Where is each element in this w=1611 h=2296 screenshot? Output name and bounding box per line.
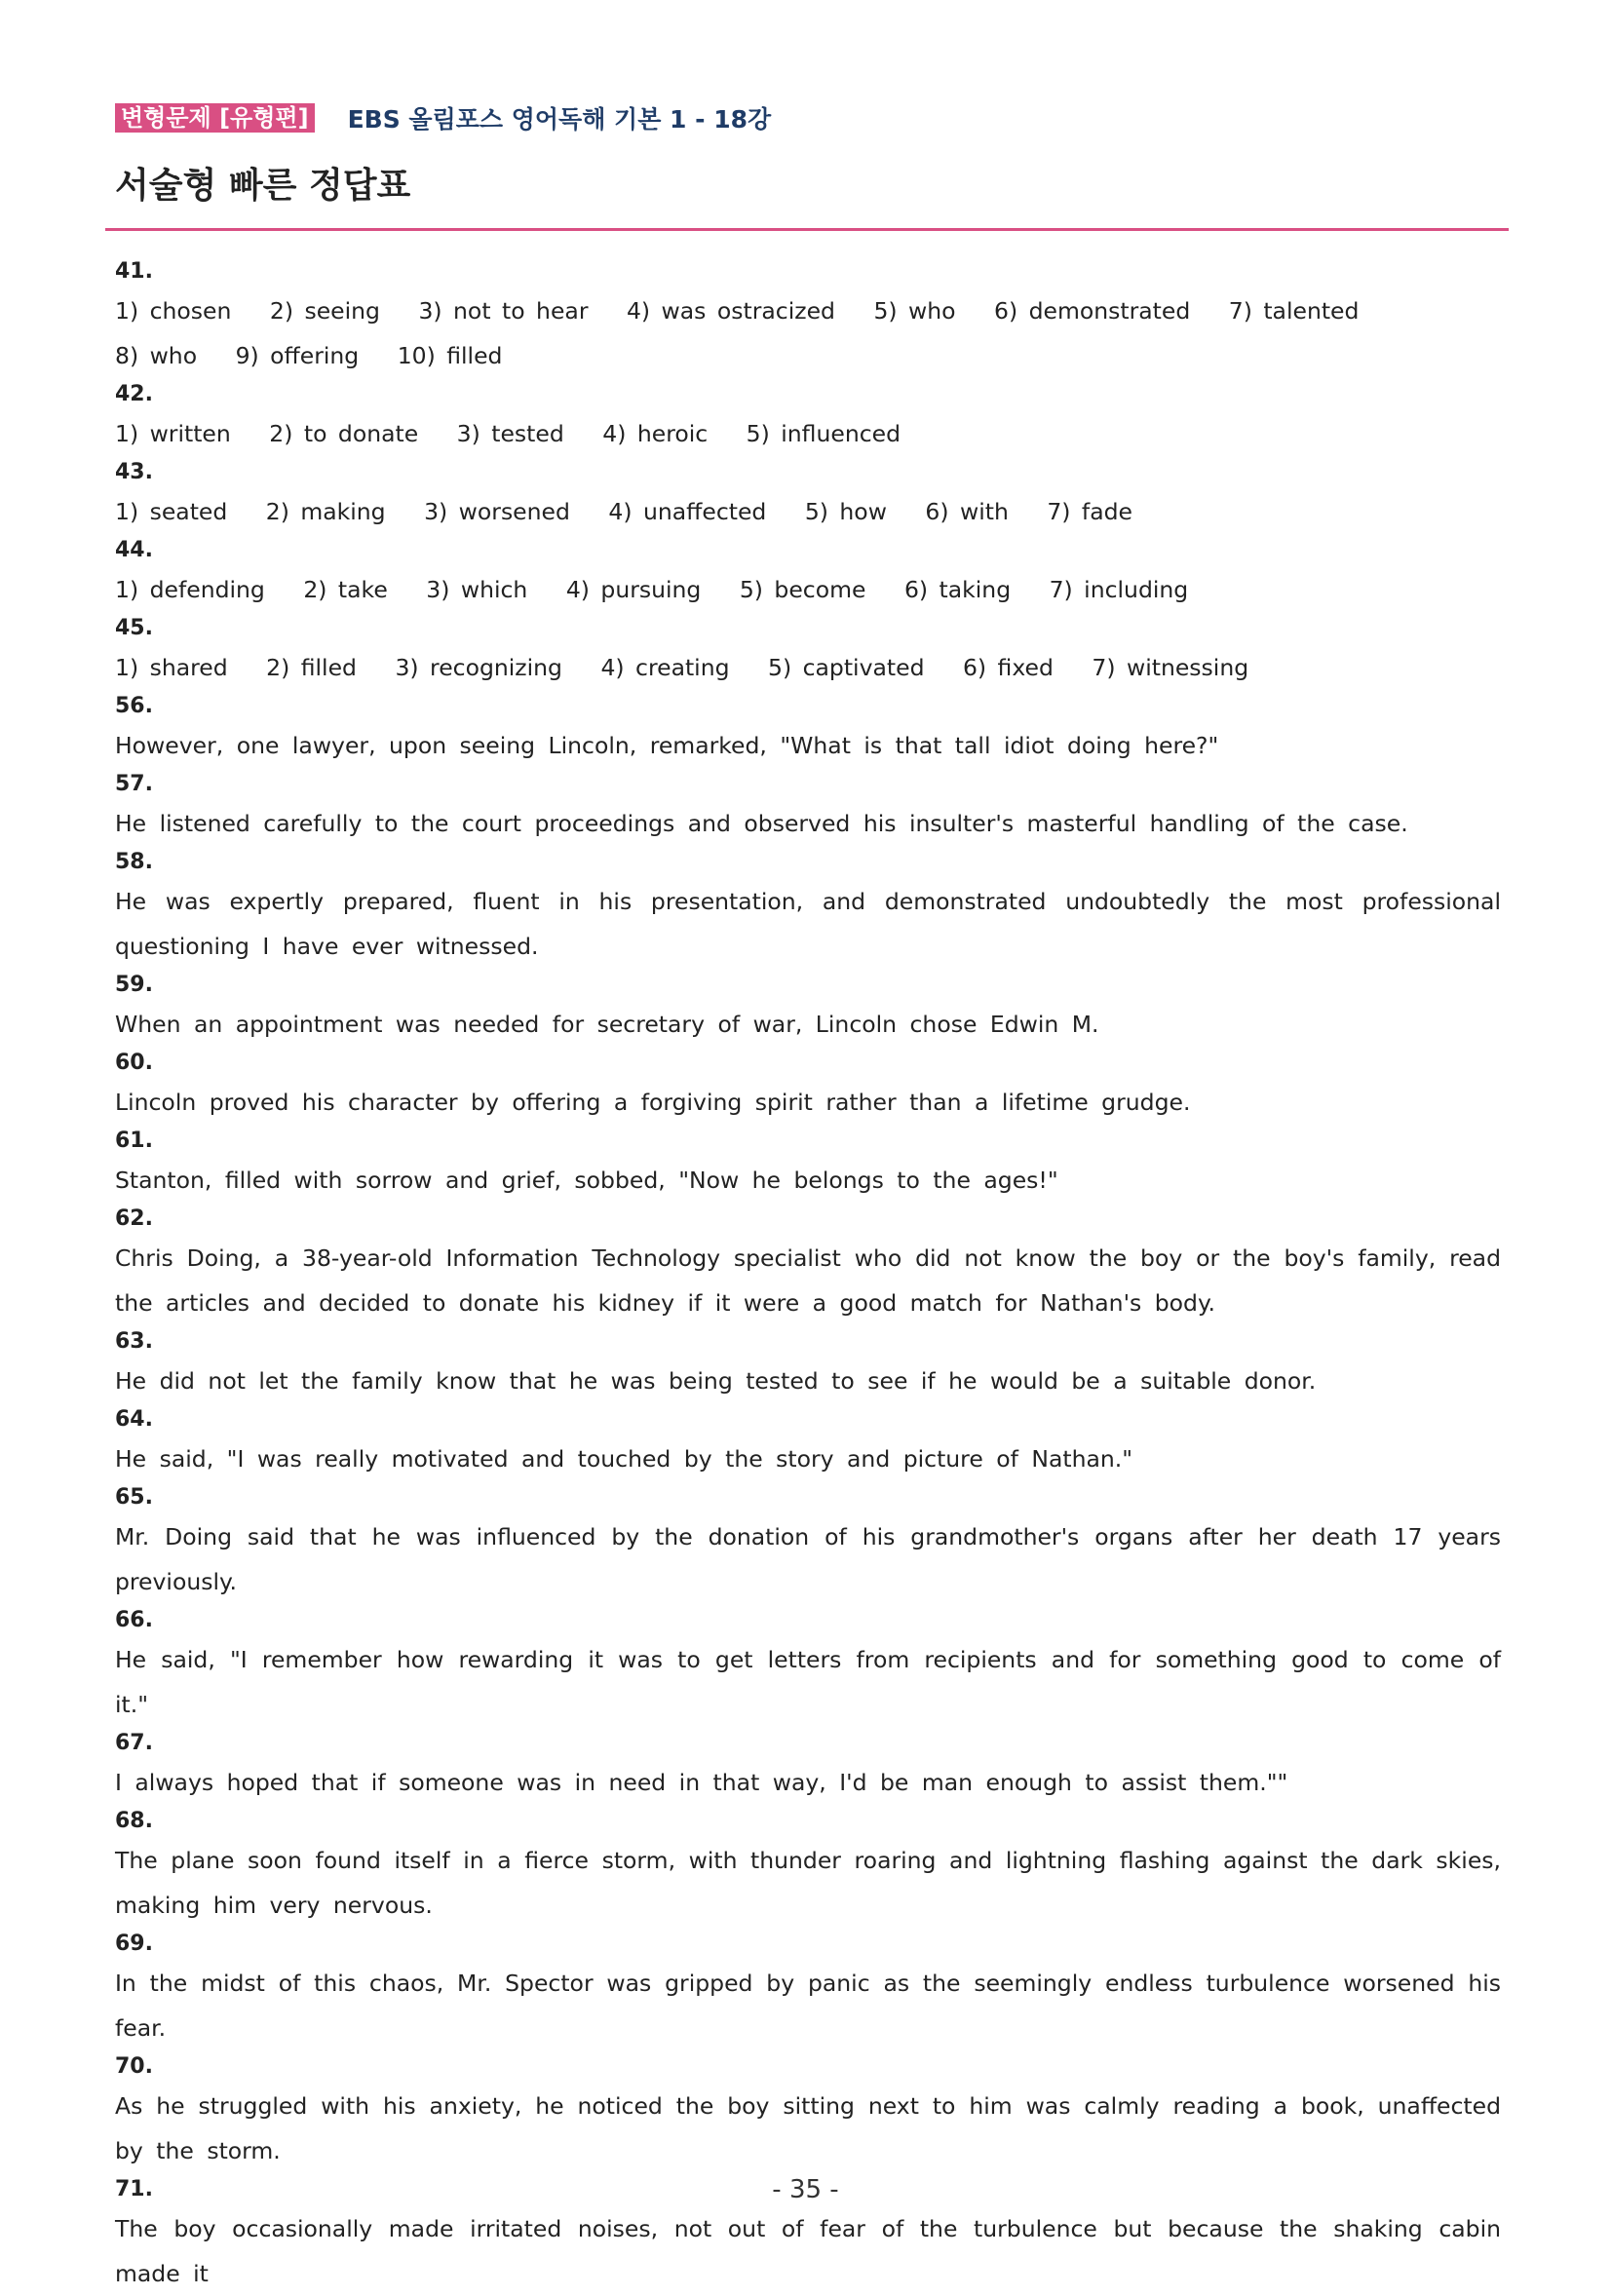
answer-list (115, 255, 1501, 2296)
answer-item: 3) which (426, 576, 528, 603)
answer-entry (115, 1125, 1501, 1203)
answer-entry (115, 255, 1501, 378)
answer-entry (115, 1325, 1501, 1403)
question-number: 57. (115, 772, 153, 796)
answer-item: 7) including (1049, 576, 1189, 603)
answer-item: 2) filled (266, 654, 357, 681)
answer-item: 5) how (804, 498, 887, 525)
answer-item: 3) tested (456, 420, 564, 447)
answer-sentence: Mr. Doing said that he was influenced by the donation of his grandmother's organs after her death 17 years previously. (115, 1523, 1501, 1595)
answer-item: 4) pursuing (565, 576, 702, 603)
question-number: 60. (115, 1051, 153, 1075)
answer-sentence: The boy occasionally made irritated noises, not out of fear of the turbulence but because the shaking cabin made it (115, 2215, 1501, 2287)
answer-sentence: He listened carefully to the court proceedings and observed his insulter's masterful handling of the case. (115, 810, 1408, 837)
question-number: 61. (115, 1129, 153, 1153)
answer-item: 8) who (115, 342, 198, 369)
answer-entry (115, 1604, 1501, 1727)
page-number: - 35 - (772, 2175, 839, 2204)
answer-entry (115, 378, 1501, 456)
question-number: 44. (115, 538, 153, 562)
question-number: 42. (115, 382, 153, 406)
answer-sentence: He was expertly prepared, fluent in his presentation, and demonstrated undoubtedly the most professional questioning I have ever witnessed. (115, 888, 1501, 960)
answer-choices (115, 645, 1501, 690)
answer-item: 2) seeing (269, 297, 380, 325)
answer-sentence: He said, "I remember how rewarding it was to get letters from recipients and for something good to come of it." (115, 1646, 1501, 1718)
answer-item: 5) influenced (746, 420, 901, 447)
answer-sentence: As he struggled with his anxiety, he noticed the boy sitting next to him was calmly reading a book, unaffected by the storm. (115, 2092, 1501, 2164)
answer-item: 7) fade (1047, 498, 1132, 525)
answer-item: 1) seated (115, 498, 228, 525)
answer-item: 3) not to hear (418, 297, 589, 325)
answer-item: 2) making (265, 498, 386, 525)
answer-entry (115, 846, 1501, 969)
answer-entry (115, 1928, 1501, 2050)
answer-choices (115, 489, 1501, 534)
answer-item: 6) with (925, 498, 1009, 525)
answer-entry (115, 1203, 1501, 1325)
question-number: 70. (115, 2054, 153, 2079)
question-number: 56. (115, 694, 153, 718)
answer-item: 5) captivated (768, 654, 925, 681)
course-title: EBS 올림포스 영어독해 기본 1 - 18강 (347, 105, 772, 134)
answer-item: 3) recognizing (395, 654, 562, 681)
answer-entry (115, 690, 1501, 768)
answer-entry (115, 1403, 1501, 1481)
answer-sentence: In the midst of this chaos, Mr. Spector was gripped by panic as the seemingly endless turbulence worsened his fear. (115, 1970, 1501, 2042)
answer-item: 1) chosen (115, 297, 232, 325)
answer-item: 5) who (873, 297, 956, 325)
question-number: 66. (115, 1608, 153, 1632)
question-number: 43. (115, 460, 153, 484)
answer-entry (115, 1047, 1501, 1125)
answer-choices (115, 288, 1501, 378)
answer-item: 4) unaffected (608, 498, 767, 525)
section-tag: 변형문제 [유형편] (115, 103, 315, 133)
answer-entry (115, 534, 1501, 612)
question-number: 45. (115, 616, 153, 640)
question-number: 71. (115, 2177, 153, 2201)
answer-item: 7) talented (1228, 297, 1360, 325)
header-divider (105, 228, 1509, 231)
answer-sentence: Stanton, filled with sorrow and grief, sobbed, "Now he belongs to the ages!" (115, 1167, 1058, 1194)
answer-item: 1) written (115, 420, 231, 447)
question-number: 69. (115, 1932, 153, 1956)
question-number: 59. (115, 973, 153, 997)
question-number: 65. (115, 1485, 153, 1510)
answer-item: 3) worsened (424, 498, 570, 525)
page-header (115, 100, 771, 135)
answer-choices (115, 411, 1501, 456)
answer-item: 4) heroic (602, 420, 709, 447)
question-number: 58. (115, 850, 153, 874)
question-number: 63. (115, 1329, 153, 1354)
answer-item: 1) shared (115, 654, 228, 681)
question-number: 62. (115, 1206, 153, 1231)
answer-sentence: Chris Doing, a 38-year-old Information Technology specialist who did not know the boy or the boy's family, read the articles and decided to donate his kidney if it were a good match for Nathan's body. (115, 1244, 1501, 1317)
answer-item: 6) taking (903, 576, 1012, 603)
answer-entry (115, 612, 1501, 690)
answer-entry (115, 969, 1501, 1047)
answer-item: 9) offering (235, 342, 360, 369)
answer-sentence: The plane soon found itself in a fierce storm, with thunder roaring and lightning flashing against the dark skies, making him very nervous. (115, 1847, 1501, 1919)
answer-item: 6) demonstrated (994, 297, 1191, 325)
question-number: 41. (115, 259, 153, 284)
answer-item: 4) creating (600, 654, 730, 681)
answer-item: 4) was ostracized (626, 297, 835, 325)
question-number: 68. (115, 1809, 153, 1833)
question-number: 67. (115, 1731, 153, 1755)
answer-item: 2) to donate (269, 420, 419, 447)
question-number: 64. (115, 1407, 153, 1432)
answer-sentence: When an appointment was needed for secretary of war, Lincoln chose Edwin M. (115, 1011, 1099, 1038)
answer-entry (115, 2050, 1501, 2173)
answer-item: 2) take (303, 576, 388, 603)
answer-entry (115, 1805, 1501, 1928)
answer-entry (115, 768, 1501, 846)
answer-sentence: He did not let the family know that he was being tested to see if he would be a suitable donor. (115, 1367, 1317, 1395)
answer-item: 1) defending (115, 576, 265, 603)
answer-item: 10) filled (397, 342, 503, 369)
answer-entry (115, 1481, 1501, 1604)
answer-choices (115, 567, 1501, 612)
answer-sentence: He said, "I was really motivated and touched by the story and picture of Nathan." (115, 1445, 1133, 1473)
answer-entry (115, 456, 1501, 534)
answer-item: 7) witnessing (1092, 654, 1249, 681)
answer-item: 5) become (739, 576, 866, 603)
answer-sentence: However, one lawyer, upon seeing Lincoln, remarked, "What is that tall idiot doing here?" (115, 732, 1219, 759)
answer-item: 6) fixed (962, 654, 1054, 681)
answer-entry (115, 1727, 1501, 1805)
answer-sentence: Lincoln proved his character by offering a forgiving spirit rather than a lifetime grudge. (115, 1089, 1191, 1116)
answer-sentence: I always hoped that if someone was in need in that way, I'd be man enough to assist them."" (115, 1769, 1288, 1796)
page-title: 서술형 빠른 정답표 (115, 166, 411, 206)
